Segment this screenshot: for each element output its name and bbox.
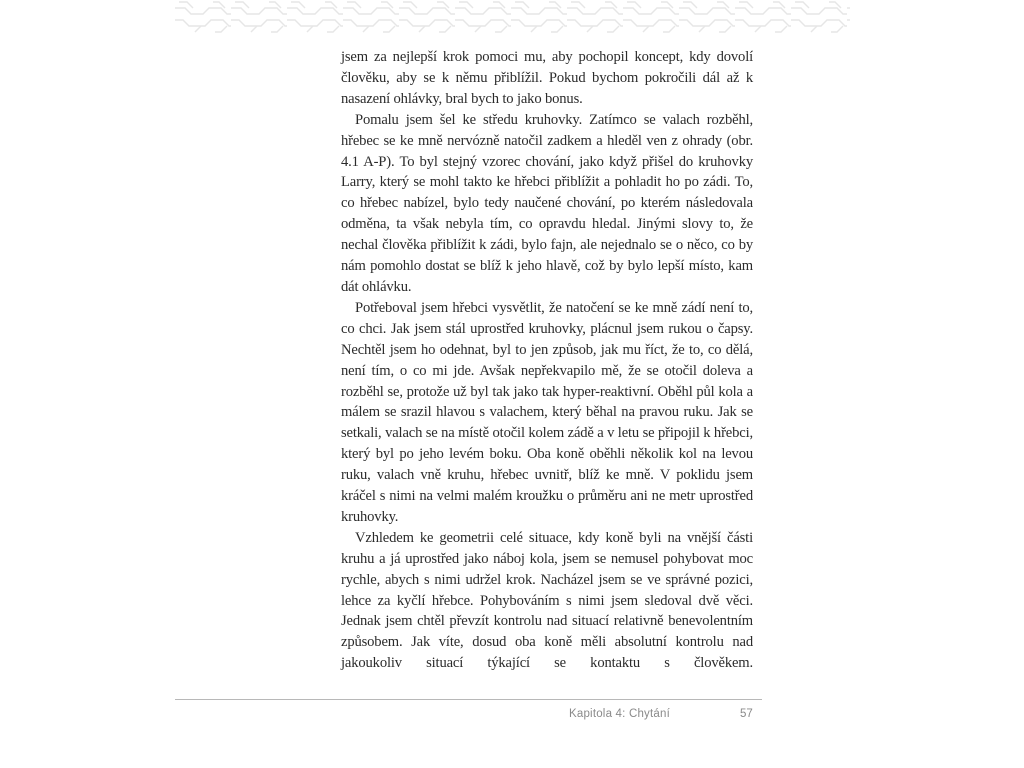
footer-chapter-title: Kapitola 4: Chytání	[569, 708, 670, 720]
body-text	[341, 47, 753, 674]
paragraph-3: Potřeboval jsem hřebci vysvětlit, že natočení se ke mně zádí není to, co chci. Jak jsem stál uprostřed kruhovky, plácnul jsem rukou o čapsy. Nechtěl jsem ho odehnat, byl to jen způsob, jak mu říct, že to, co dělá, není tím, o co mi jde. Avšak nepřekvapilo mě, že se otočil doleva a rozběhl se, protože už byl tak jako tak hyper-reaktivní. Oběhl půl kola a málem se srazil hlavou s valachem, který běhal na pravou ruku. Jak se setkali, valach se na místě otočil kolem zádě a v letu se připojil k hřebci, který byl po jeho levém boku. Oba koně oběhli několik kol na levou ruku, valach vně kruhu, hřebec uvnitř, blíž ke mně. V poklidu jsem kráčel s nimi na velmi malém kroužku o průměru ani ne metr uprostřed kruhovky.	[341, 299, 753, 525]
decorative-header-pattern	[175, 0, 850, 36]
page-number: 57	[740, 708, 753, 720]
paragraph-4: Vzhledem ke geometrii celé situace, kdy koně byli na vnější části kruhu a já uprostřed jako náboj kola, jsem se nemusel pohybovat moc rychle, abych s nimi udržel krok. Nacházel jsem se ve správné pozici, lehce za kyčlí hřebce. Pohybováním s nimi jsem sledoval dvě věci. Jednak jsem chtěl převzít kontrolu nad situací relativně benevolentním způsobem. Jak víte, dosud oba koně měli absolutní kontrolu nad jakoukoliv situací týkající se kontaktu s člověkem.	[341, 529, 753, 672]
paragraph-1: jsem za nejlepší krok pomoci mu, aby pochopil koncept, kdy dovolí člověku, aby se k němu přiblížil. Pokud bychom pokročili dál až k nasazení ohlávky, bral bych to jako bonus.	[341, 49, 753, 107]
paragraph-2: Pomalu jsem šel ke středu kruhovky. Zatímco se valach rozběhl, hřebec se ke mně nervózně natočil zadkem a hleděl ven z ohrady (obr. 4.1 A-P). To byl stejný vzorec chování, jako když přišel do kruhovky Larry, který se mohl takto ke hřebci přiblížit a pohladit ho po zádi. To, co hřebec nabízel, bylo tedy naučené chování, po kterém následovala odměna, ta však nebyla tím, co opravdu hledal. Jinými slovy to, že nechal člověka přiblížit k zádi, bylo fajn, ale nejednalo se o něco, co by nám pomohlo dostat se blíž k jeho hlavě, což by bylo lepší místo, kam dát ohlávku.	[341, 111, 753, 295]
footer-divider	[175, 699, 762, 700]
